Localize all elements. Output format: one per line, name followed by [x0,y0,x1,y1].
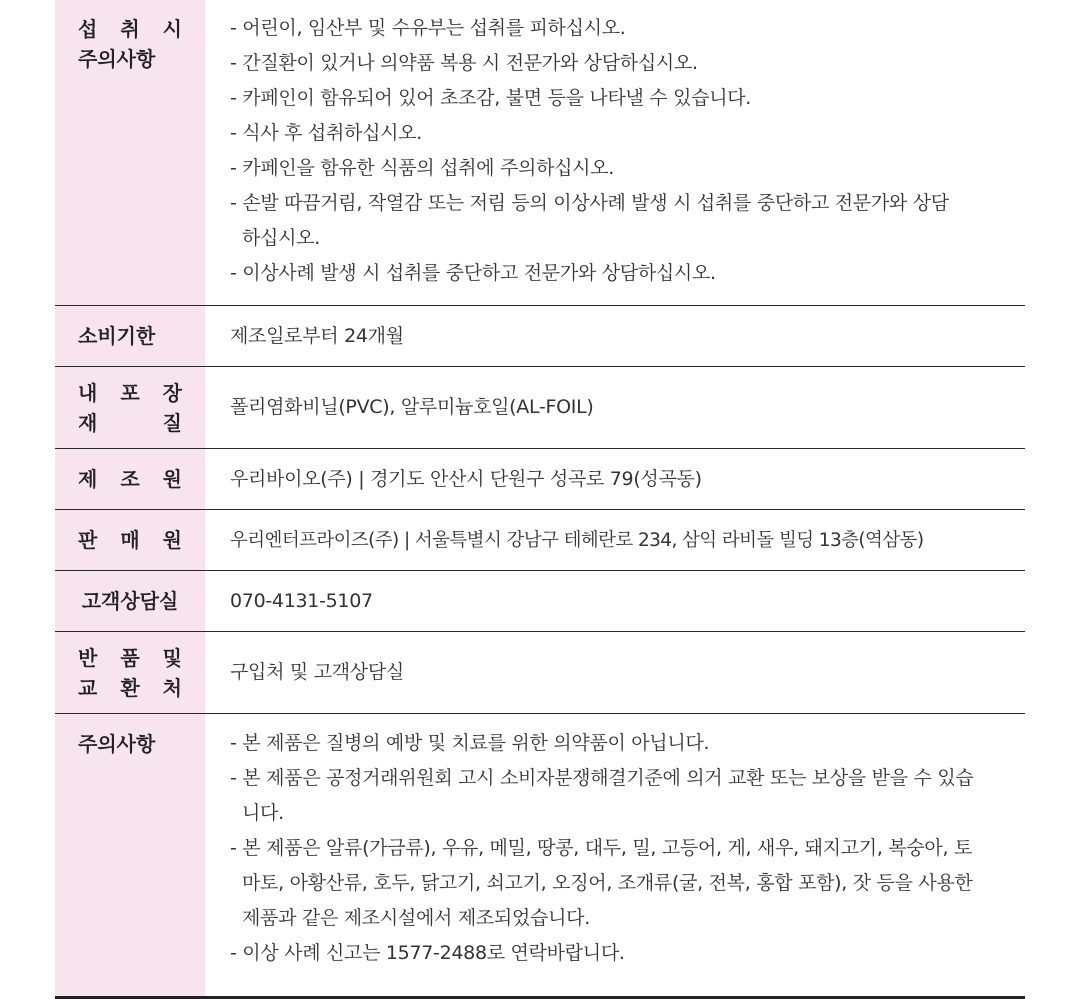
list-item: - 카페인이 함유되어 있어 초조감, 불면 등을 나타낼 수 있습니다. [230,87,752,109]
customer-center-row [55,571,1025,632]
expiry-value [205,306,1025,366]
seller-label-text: 판 매 원 [78,528,182,552]
list-item: - 이상 사례 신고는 1577-2488로 연락바랍니다. [230,942,625,964]
intake-caution-row [55,0,1025,306]
expiry-value-text: 제조일로부터 24개월 [230,324,404,347]
packaging-value-text: 폴리염화비닐(PVC), 알루미늄호일(AL-FOIL) [230,396,594,418]
returns-value [205,632,1025,713]
seller-value [205,510,1025,570]
packaging-value [205,367,1025,448]
intake-caution-label-line-1: 섭 취 시 [78,17,182,41]
list-item: - 식사 후 섭취하십시오. [230,122,423,144]
manufacturer-label [55,449,205,509]
customer-center-value [205,571,1025,631]
list-item: - 카페인을 함유한 식품의 섭취에 주의하십시오. [230,157,615,179]
packaging-label-line-2: 재 질 [78,410,182,435]
expiry-label-text: 소비기한 [78,324,156,348]
seller-value-text: 우리엔터프라이즈(주) | 서울특별시 강남구 테헤란로 234, 삼익 라비돌 빌딩 13층(역삼동) [230,529,924,551]
intake-caution-list [205,0,1025,305]
returns-row [55,632,1025,714]
seller-label [55,510,205,570]
manufacturer-value [205,449,1025,509]
list-item: - 본 제품은 알류(가금류), 우유, 메밀, 땅콩, 대두, 밀, 고등어, 게, 새우, 돼지고기, 복숭아, 토마토, 아황산류, 호두, 닭고기, 쇠고기, 오징어, 조개류(굴, 전복, 홍합 포함), 잣 등을 사용한 제품과 같은 제조시설에서 제조되었습니다. [230,837,973,929]
notes-label [55,714,205,996]
list-item: - 이상사례 발생 시 섭취를 중단하고 전문가와 상담하십시오. [230,262,716,284]
expiry-row [55,306,1025,367]
manufacturer-label-text: 제 조 원 [78,467,182,491]
list-item: - 간질환이 있거나 의약품 복용 시 전문가와 상담하십시오. [230,52,698,74]
notes-row [55,714,1025,999]
packaging-label-line-1: 내 포 장 [78,380,182,405]
list-item: - 손발 따끔거림, 작열감 또는 저림 등의 이상사례 발생 시 섭취를 중단하고 전문가와 상담하십시오. [230,192,949,249]
notes-label-text: 주의사항 [78,732,156,756]
product-info-table [55,0,1025,997]
customer-center-label [55,571,205,631]
intake-caution-label-line-2: 주의사항 [78,47,156,71]
returns-label-line-2: 교 환 처 [78,675,182,700]
manufacturer-row [55,449,1025,510]
manufacturer-value-text: 우리바이오(주) | 경기도 안산시 단원구 성곡로 79(성곡동) [230,467,702,490]
returns-label-line-1: 반 품 및 [78,645,182,670]
customer-center-label-text: 고객상담실 [81,589,179,613]
list-item: - 어린이, 임산부 및 수유부는 섭취를 피하십시오. [230,17,626,39]
notes-list [205,714,1025,996]
list-item: - 본 제품은 공정거래위원회 고시 소비자분쟁해결기준에 의거 교환 또는 보상을 받을 수 있습니다. [230,767,974,824]
intake-caution-label [55,0,205,305]
customer-center-phone: 070-4131-5107 [230,589,373,612]
returns-label [55,632,205,713]
packaging-label [55,367,205,448]
packaging-row [55,367,1025,449]
list-item: - 본 제품은 질병의 예방 및 치료를 위한 의약품이 아닙니다. [230,732,710,754]
expiry-label [55,306,205,366]
seller-row [55,510,1025,571]
returns-value-text: 구입처 및 고객상담실 [230,661,404,683]
